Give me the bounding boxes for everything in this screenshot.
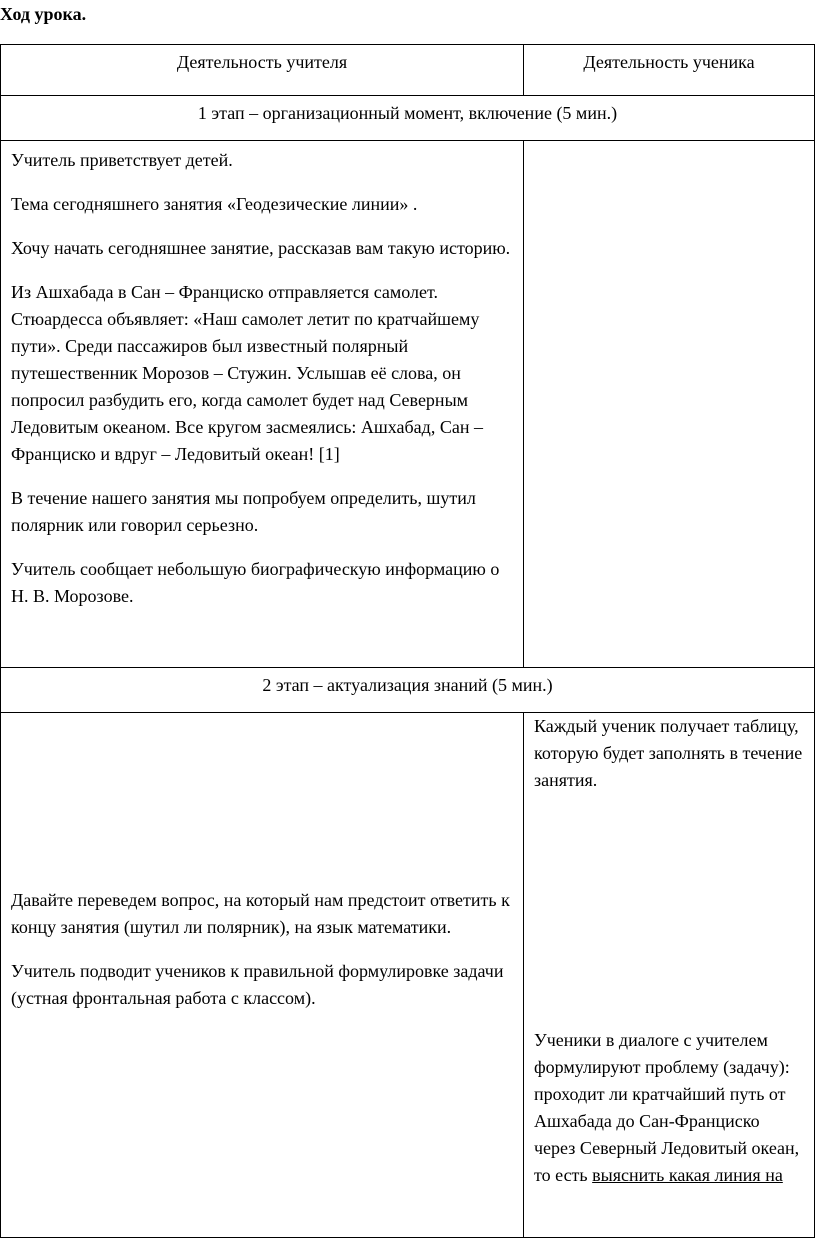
paragraph: Учитель приветствует детей.	[11, 150, 233, 170]
stage1-title: 1 этап – организационный момент, включение (5 мин.)	[1, 96, 815, 141]
paragraph: Из Ашхабада в Сан – Франциско отправляется самолет. Стюардесса объявляет: «Наш самолет летит по кратчайшему пути». Среди пассажиров был известный полярный путешественник Морозов – Стужин. Услышав её слова, он попросил разбудить его, когда самолет будет над Северным Ледовитым океаном. Все кругом засмеялись: Ашхабад, Сан – Франциско и вдруг – Ледовитый океан! [1]	[11, 282, 483, 464]
student-problem-text: Ученики в диалоге с учителем формулируют проблему (задачу): проходит ли кратчайший путь от Ашхабада до Сан-Франциско через Северный Ледовитый океан, то есть	[534, 1030, 800, 1185]
table-row	[1, 713, 815, 1238]
paragraph: Учитель подводит учеников к правильной формулировке задачи (устная фронтальная работа с классом).	[11, 961, 504, 1008]
column-header-teacher: Деятельность учителя	[1, 45, 524, 96]
table-header-row	[1, 45, 815, 96]
stage2-student-cell	[524, 713, 815, 1238]
stage2-title: 2 этап – актуализация знаний (5 мин.)	[1, 668, 815, 713]
paragraph: Тема сегодняшнего занятия «Геодезические линии» .	[11, 194, 418, 214]
stage2-teacher-cell	[1, 713, 524, 1238]
page-title: Ход урока.	[0, 4, 87, 24]
stage1-teacher-cell	[1, 141, 524, 668]
stage-row	[1, 96, 815, 141]
column-header-student: Деятельность ученика	[524, 45, 815, 96]
underlined-text: выяснить какая линия на	[592, 1165, 783, 1185]
paragraph: Хочу начать сегодняшнее занятие, рассказав вам такую историю.	[11, 238, 511, 258]
paragraph: В течение нашего занятия мы попробуем определить, шутил полярник или говорил серьезно.	[11, 488, 476, 535]
paragraph: Давайте переведем вопрос, на который нам предстоит ответить к концу занятия (шутил ли полярник), на язык математики.	[11, 890, 510, 937]
student-activity-text	[534, 1027, 804, 1189]
paragraph: Учитель сообщает небольшую биографическую информацию о Н. В. Морозове.	[11, 559, 500, 606]
stage-row	[1, 668, 815, 713]
stage1-student-cell	[524, 141, 815, 668]
lesson-table	[0, 44, 815, 1238]
student-activity-text: Каждый ученик получает таблицу, которую будет заполнять в течение занятия.	[534, 716, 803, 790]
table-row	[1, 141, 815, 668]
